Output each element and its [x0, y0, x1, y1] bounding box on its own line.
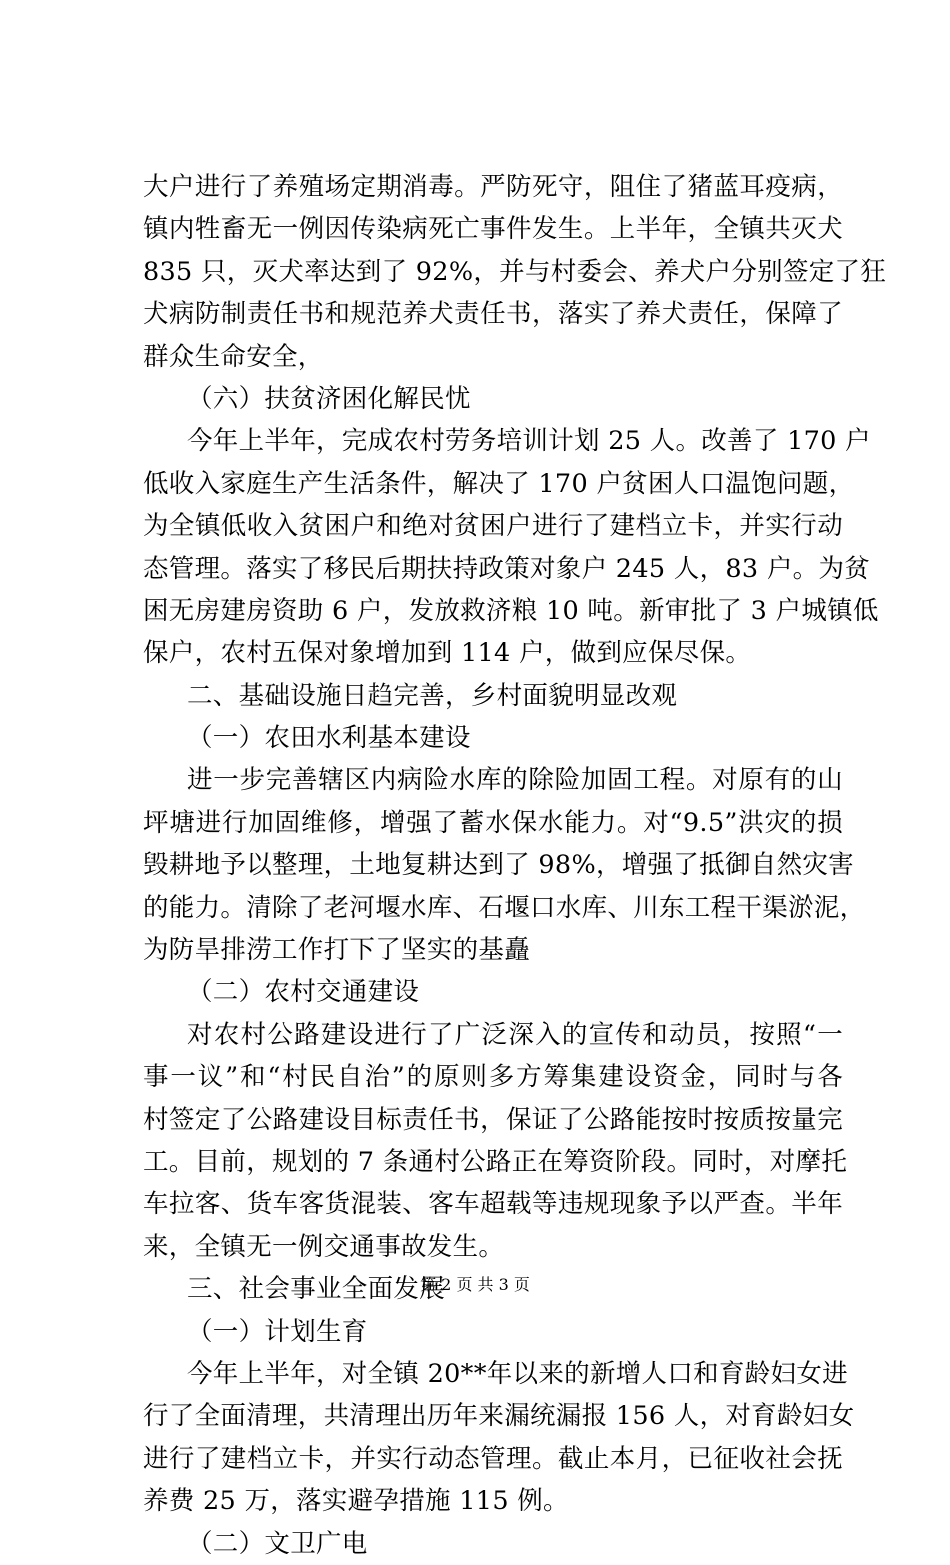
text-line: 低收入家庭生产生活条件，解决了 170 户贫困人口温饱问题，: [143, 468, 855, 499]
text-line: 群众生命安全，: [143, 341, 324, 372]
text-line: 大户进行了养殖场定期消毒。严防死守，阻住了猪蓝耳疫病，: [143, 172, 843, 202]
text-line: 对农村公路建设进行了广泛深入的宣传和动员，按照“一: [187, 1019, 843, 1050]
text-line: 事一议”和“村民自治”的原则多方筹集建设资金，同时与各: [143, 1062, 843, 1093]
text-line: 工。目前，规划的 7 条通村公路正在筹资阶段。同时，对摩托: [143, 1146, 848, 1177]
text-line: 二、基础设施日趋完善，乡村面貌明显改观: [187, 680, 678, 711]
text-line: 困无房建房资助 6 户，发放救济粮 10 吨。新审批了 3 户城镇低: [143, 595, 879, 626]
text-line: 835 只，灭犬率达到了 92%，并与村委会、养犬户分别签定了狂: [143, 256, 887, 287]
text-line: （一）农田水利基本建设: [187, 723, 471, 754]
text-line: 今年上半年，对全镇 20**年以来的新增人口和育龄妇女进: [187, 1358, 848, 1389]
text-line: 为防旱排涝工作打下了坚实的基矗: [143, 935, 531, 966]
text-line: 进行了建档立卡，并实行动态管理。截止本月，已征收社会抚: [143, 1443, 843, 1474]
text-line: 养费 25 万，落实避孕措施 115 例。: [143, 1486, 569, 1517]
text-line: （一）计划生育: [187, 1316, 368, 1347]
text-line: （六）扶贫济困化解民忧: [187, 383, 471, 414]
text-line: 坪塘进行加固维修，增强了蓄水保水能力。对“9.5”洪灾的损: [143, 807, 843, 838]
text-line: 为全镇低收入贫困户和绝对贫困户进行了建档立卡，并实行动: [143, 511, 843, 542]
text-line: 三、社会事业全面发展: [187, 1274, 446, 1305]
text-line: 行了全面清理，共清理出历年来漏统漏报 156 人，对育龄妇女: [143, 1401, 855, 1432]
text-line: 犬病防制责任书和规范养犬责任书，落实了养犬责任，保障了: [143, 299, 843, 330]
text-line: 态管理。落实了移民后期扶持政策对象户 245 人，83 户。为贫: [143, 553, 871, 584]
page-footer: 第 2 页 共 3 页: [420, 1275, 530, 1294]
text-line: 村签定了公路建设目标责任书，保证了公路能按时按质按量完: [143, 1104, 843, 1135]
text-line: 保户，农村五保对象增加到 114 户，做到应保尽保。: [143, 638, 752, 669]
text-line: 的能力。清除了老河堰水库、石堰口水库、川东工程干渠淤泥，: [143, 892, 866, 923]
text-line: （二）农村交通建设: [187, 977, 420, 1008]
text-line: 镇内牲畜无一例因传染病死亡事件发生。上半年，全镇共灭犬: [143, 214, 843, 245]
document-body: [143, 166, 887, 1565]
text-line: 今年上半年，完成农村劳务培训计划 25 人。改善了 170 户: [187, 426, 871, 457]
text-line: 进一步完善辖区内病险水库的除险加固工程。对原有的山: [187, 765, 843, 796]
text-line: 来，全镇无一例交通事故发生。: [143, 1231, 505, 1262]
text-line: 毁耕地予以整理，土地复耕达到了 98%，增强了抵御自然灾害: [143, 850, 854, 881]
text-line: 车拉客、货车客货混装、客车超载等违规现象予以严查。半年: [143, 1189, 843, 1220]
text-line: （二）文卫广电: [187, 1528, 368, 1559]
